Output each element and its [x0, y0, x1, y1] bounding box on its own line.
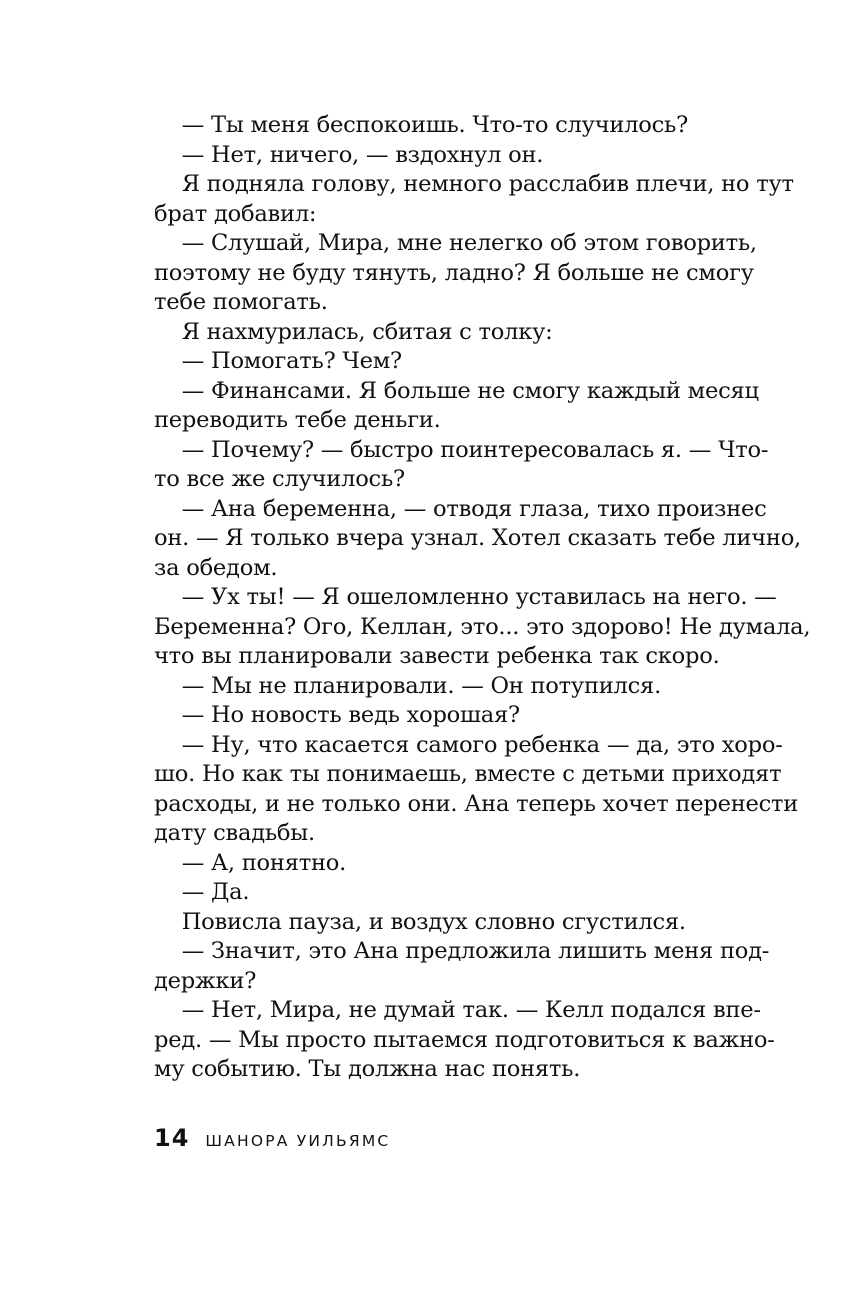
text-line: — Ух ты! — Я ошеломленно уставилась на него. — [154, 584, 777, 610]
text-line: — Ну, что касается самого ребенка — да, это хоро- [154, 731, 783, 758]
text-line: Я нахмурилась, сбитая с толку: [154, 318, 553, 345]
text-line: — А, понятно. [154, 849, 347, 876]
text-line: — Почему? — быстро поинтересовалась я. — Что- [154, 436, 769, 463]
text-line: — Нет, Мира, не думай так. — Келл подался впе- [154, 997, 761, 1023]
text-line: — Нет, ничего, — вздохнул он. [154, 141, 544, 168]
text-line: ред. — Мы просто пытаемся подготовиться к важно- [154, 1026, 775, 1053]
page-number: 14 [154, 1124, 190, 1152]
text-line: дату свадьбы. [154, 820, 315, 846]
text-line: держки? [154, 967, 257, 994]
text-line: то все же случилось? [154, 466, 405, 492]
text-line: — Ты меня беспокоишь. Что-то случилось? [154, 112, 688, 138]
text-line: — Значит, это Ана предложила лишить меня под- [154, 938, 770, 964]
text-line: Беременна? Ого, Келлан, это... это здорово! Не думала, [154, 613, 811, 640]
text-line: брат добавил: [154, 200, 317, 227]
text-line: — Помогать? Чем? [154, 348, 402, 374]
text-line: за обедом. [154, 554, 278, 581]
running-head-author: ШАНОРА УИЛЬЯМС [205, 1132, 391, 1150]
text-line: — Ана беременна, — отводя глаза, тихо произнес [154, 495, 767, 522]
text-line: он. — Я только вчера узнал. Хотел сказать тебе лично, [154, 525, 801, 551]
text-line: шо. Но как ты понимаешь, вместе с детьми приходят [154, 761, 782, 787]
text-line: что вы планировали завести ребенка так скоро. [154, 643, 720, 669]
text-line: переводить тебе деньги. [154, 407, 441, 433]
text-line: — Мы не планировали. — Он потупился. [154, 672, 661, 699]
page-footer [154, 1124, 390, 1156]
text-line: — Слушай, Мира, мне нелегко об этом говорить, [154, 230, 757, 256]
text-line: — Но новость ведь хорошая? [154, 702, 520, 728]
text-line: — Да. [154, 879, 250, 905]
text-line: му событию. Ты должна нас понять. [154, 1056, 581, 1082]
text-line: — Финансами. Я больше не смогу каждый месяц [154, 377, 759, 404]
text-line: расходы, и не только они. Ана теперь хочет перенести [154, 790, 799, 817]
text-line: Повисла пауза, и воздух словно сгустился. [154, 908, 686, 935]
text-line: поэтому не буду тянуть, ладно? Я больше не смогу [154, 259, 754, 286]
text-line: Я подняла голову, немного расслабив плечи, но тут [154, 171, 794, 197]
text-line: тебе помогать. [154, 289, 328, 315]
page-body-text [154, 111, 811, 1085]
